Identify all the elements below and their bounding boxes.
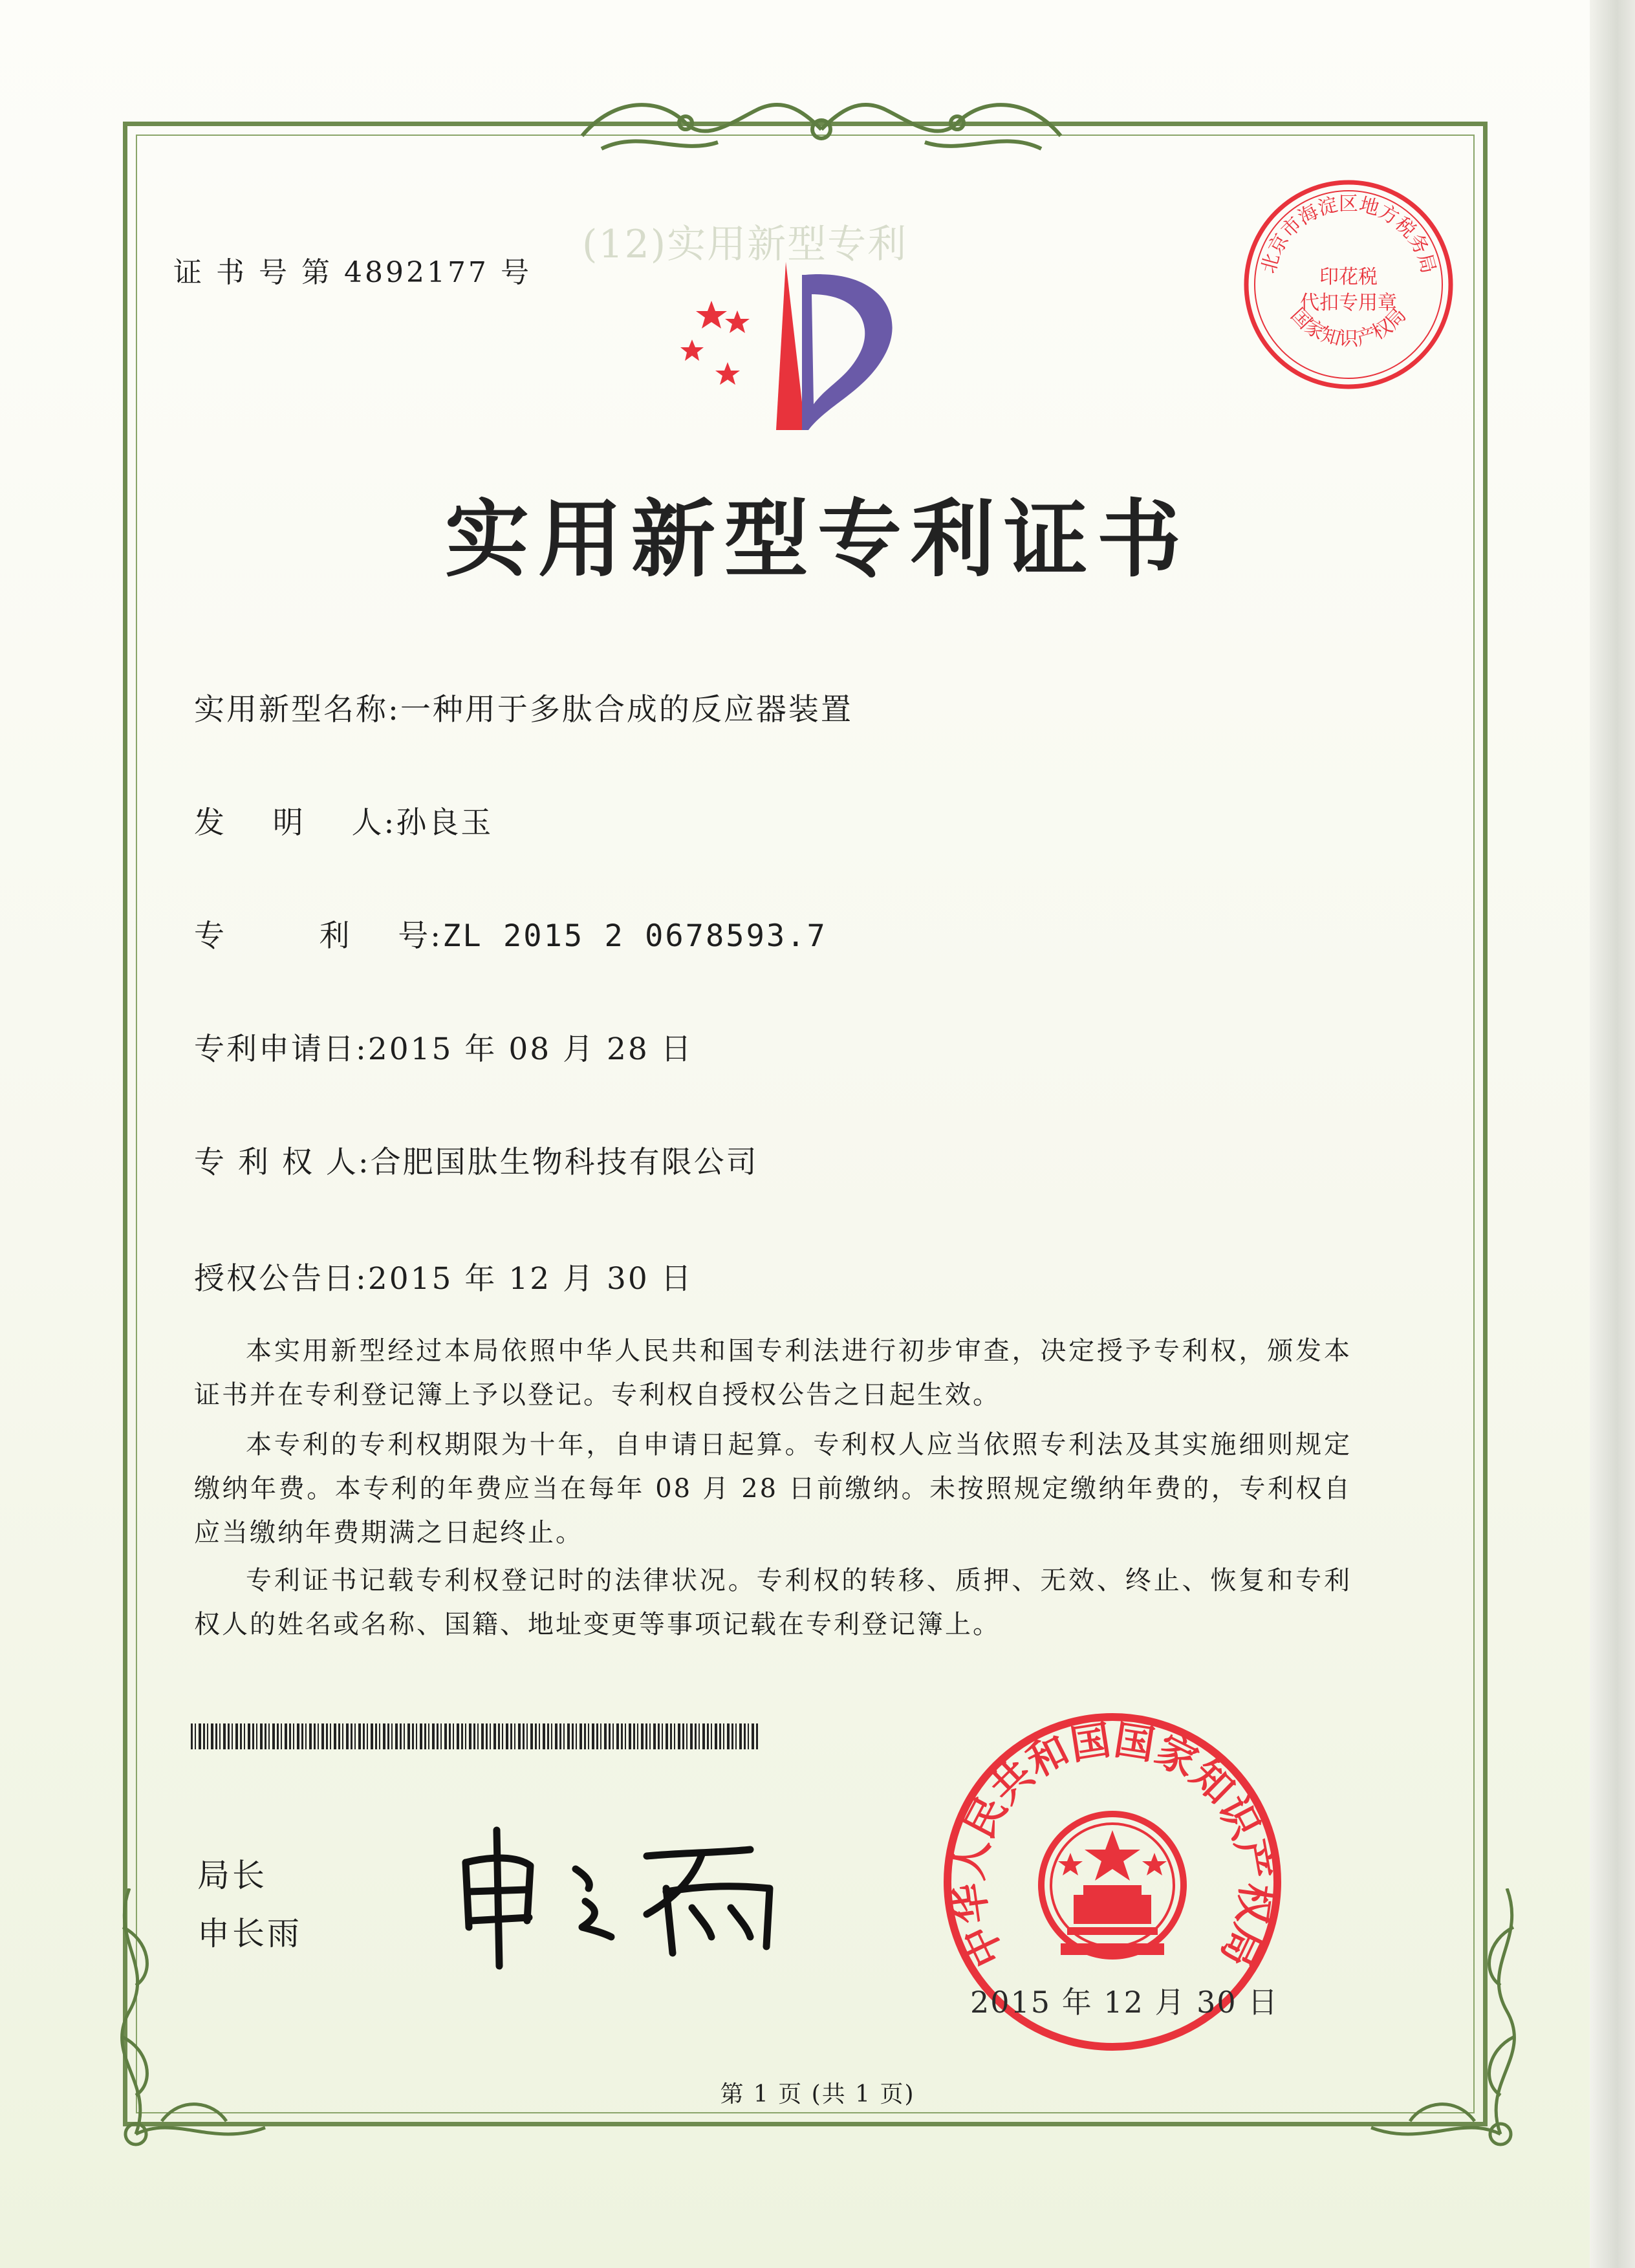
field-value: 2015 年 08 月 28 日 bbox=[367, 1031, 693, 1067]
certificate-number-value: 4892177 bbox=[343, 256, 489, 289]
tax-stamp-seal bbox=[1239, 175, 1458, 394]
tax-seal-center-line1: 印花税 bbox=[1319, 266, 1378, 288]
certificate-title: 实用新型专利证书 bbox=[444, 490, 1190, 589]
tax-seal-outer-text: 北京市海淀区地方税务局 bbox=[1257, 193, 1440, 276]
tax-seal-bottom-text: 国家知识产权局 bbox=[1286, 303, 1411, 351]
seal-date: 2015 年 12 月 30 日 bbox=[970, 1985, 1279, 2020]
field-value: 合肥国肽生物科技有限公司 bbox=[370, 1145, 759, 1180]
paragraph-grant-statement: 本实用新型经过本局依照中华人民共和国专利法进行初步审查，决定授予专利权，颁发本证书并在专利登记簿上予以登记。专利权自授权公告之日起生效。 bbox=[194, 1336, 1352, 1410]
main-seal-text: 中华人民共和国国家知识产权局 bbox=[944, 1716, 1281, 1974]
field-label: 专 利 号: bbox=[194, 918, 443, 954]
background-bulletin-header: (12)实用新型专利 bbox=[582, 222, 908, 267]
field-utility-model-name bbox=[194, 686, 853, 729]
top-ornament-icon bbox=[563, 84, 1080, 168]
field-patent-number bbox=[194, 912, 827, 955]
patent-office-logo-icon bbox=[673, 249, 931, 443]
field-label: 授权公告日: bbox=[194, 1261, 368, 1297]
field-application-date bbox=[194, 1025, 693, 1068]
barcode bbox=[191, 1723, 760, 1749]
field-patentee bbox=[194, 1138, 759, 1182]
paragraph-legal-status: 专利证书记载专利权登记时的法律状况。专利权的转移、质押、无效、终止、恢复和专利权人的姓名或名称、国籍、地址变更等事项记载在专利登记簿上。 bbox=[194, 1566, 1352, 1639]
certificate-number-suffix: 号 bbox=[500, 256, 532, 289]
director-signature bbox=[446, 1817, 808, 1972]
bottom-right-ornament-icon bbox=[1358, 1888, 1552, 2160]
page-edge-shadow bbox=[1590, 0, 1635, 2268]
field-value: 孙良玉 bbox=[396, 805, 493, 841]
field-value: 一种用于多肽合成的反应器装置 bbox=[400, 692, 853, 728]
page-number: 第 1 页 (共 1 页) bbox=[720, 2081, 915, 2108]
field-label: 实用新型名称: bbox=[194, 692, 400, 728]
field-value: ZL 2015 2 0678593.7 bbox=[442, 918, 827, 954]
field-grant-date bbox=[194, 1255, 693, 1298]
paragraph-term-statement: 本专利的专利权期限为十年，自申请日起算。专利权人应当依照专利法及其实施细则规定缴纳年费。本专利的年费应当在每年 08 月 28 日前缴纳。未按照规定缴纳年费的，专利权自应当缴纳年费期满之日起终止。 bbox=[194, 1430, 1352, 1548]
field-label: 专 利 权 人: bbox=[194, 1145, 371, 1180]
field-value: 2015 年 12 月 30 日 bbox=[367, 1261, 693, 1297]
director-name: 申长雨 bbox=[197, 1915, 302, 1952]
certificate-number-label: 证 书 号 第 bbox=[173, 256, 332, 289]
national-emblem-icon bbox=[1041, 1814, 1184, 1956]
tax-seal-center-line2: 代扣专用章 bbox=[1300, 292, 1397, 314]
field-inventor bbox=[194, 799, 493, 842]
field-label: 专利申请日: bbox=[194, 1031, 368, 1067]
director-title: 局长 bbox=[197, 1857, 267, 1894]
certificate-number bbox=[173, 249, 532, 290]
field-label: 发 明 人: bbox=[194, 805, 396, 841]
